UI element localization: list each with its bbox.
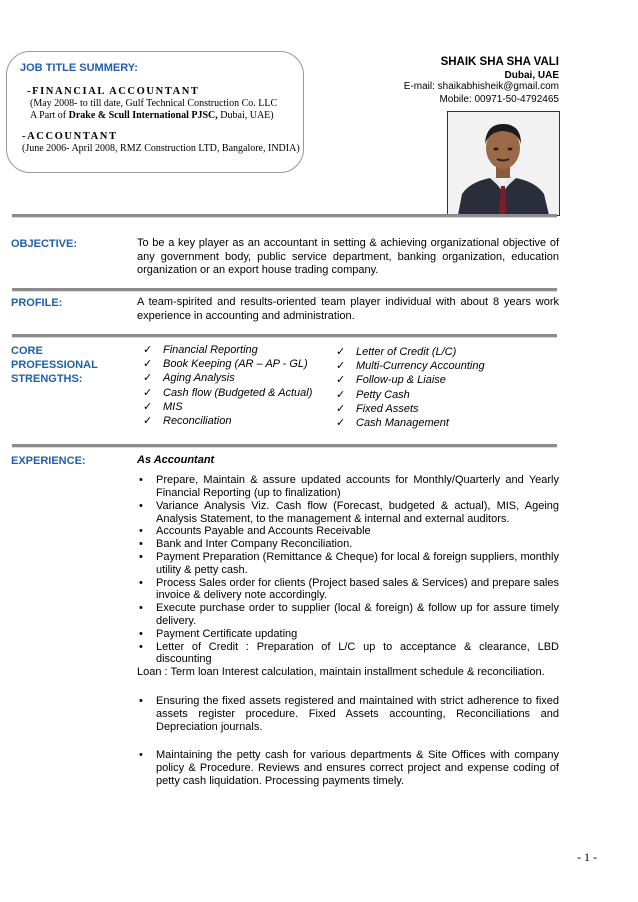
role1-title: -FINANCIAL ACCOUNTANT	[27, 86, 200, 97]
strength-item	[336, 345, 485, 359]
strengths-label-line: STRENGTHS:	[11, 373, 83, 385]
objective-divider	[12, 288, 557, 292]
duties-list	[137, 474, 559, 666]
objective-label: OBJECTIVE:	[11, 238, 78, 250]
duty-item: • Prepare, Maintain & assure updated accounts for Monthly/Quarterly and Yearly Financial Reporting (up to finalization)	[137, 474, 559, 500]
petty-cash-list	[137, 749, 559, 787]
strength-item	[143, 386, 312, 400]
duty-item: • Payment Certificate updating	[137, 628, 559, 641]
check-icon: ✓	[143, 386, 153, 399]
duty-item: • Accounts Payable and Accounts Receivable	[137, 525, 559, 538]
strength-item	[143, 357, 312, 371]
duty-item: • Maintaining the petty cash for various departments & Site Offices with company policy & Procedure. Reviews and ensures correct project and expense coding of petty cash liquidation. Processing payments timely.	[137, 749, 559, 787]
check-icon: ✓	[336, 374, 346, 387]
check-icon: ✓	[143, 358, 153, 371]
duty-item: • Process Sales order for clients (Project based sales & Services) and prepare sales invoice & delivery note accordingly.	[137, 577, 559, 603]
strength-label: Fixed Assets	[356, 402, 419, 415]
job-summary-heading: JOB TITLE SUMMERY:	[20, 62, 138, 74]
duty-item: • Payment Preparation (Remittance & Cheque) for local & foreign suppliers, monthly utility & petty cash.	[137, 551, 559, 577]
duty-item: • Variance Analysis Viz. Cash flow (Forecast, budgeted & actual), MIS, Ageing Analysis Statement, to the management & internal and external auditors.	[137, 500, 559, 526]
header-divider	[12, 214, 557, 218]
check-icon: ✓	[143, 372, 153, 385]
strengths-column-2	[336, 345, 485, 430]
strength-item	[336, 388, 485, 402]
strength-item	[143, 414, 312, 428]
strength-item	[336, 359, 485, 373]
candidate-name: SHAIK SHA SHA VALI	[440, 56, 559, 68]
check-icon: ✓	[336, 388, 346, 401]
role2-title: -ACCOUNTANT	[22, 131, 118, 142]
duty-item: • Execute purchase order to supplier (local & foreign) & follow up for assure timely delivery.	[137, 602, 559, 628]
strength-label: Book Keeping (AR – AP - GL)	[163, 358, 308, 371]
role1-line1: (May 2008- to till date, Gulf Technical Construction Co. LLC	[30, 98, 278, 109]
check-icon: ✓	[143, 415, 153, 428]
strength-label: Reconciliation	[163, 415, 232, 428]
role2-line1: (June 2006- April 2008, RMZ Construction LTD, Bangalore, INDIA)	[22, 143, 300, 154]
profile-label: PROFILE:	[11, 297, 63, 309]
role1-company: Drake & Scull International PJSC,	[68, 110, 218, 121]
strength-item	[336, 416, 485, 430]
strength-label: Follow-up & Liaise	[356, 374, 446, 387]
check-icon: ✓	[336, 346, 346, 358]
loan-line: Loan : Term loan Interest calculation, maintain installment schedule & reconciliation.	[137, 666, 545, 679]
objective-text: To be a key player as an accountant in setting & achieving organizational objective of any government body, public service department, banking organization, education organization or an export house trading company.	[137, 237, 559, 277]
candidate-location: Dubai, UAE	[504, 70, 559, 81]
check-icon: ✓	[336, 402, 346, 415]
profile-text: A team-spirited and results-oriented team player individual with about 8 years work experience in accounting and administration.	[137, 296, 559, 322]
strengths-label-line: CORE	[11, 345, 43, 357]
strength-item	[336, 373, 485, 387]
strength-item	[143, 371, 312, 385]
strengths-divider	[12, 444, 557, 448]
check-icon: ✓	[336, 417, 346, 430]
candidate-email: E-mail: shaikabhisheik@gmail.com	[403, 81, 559, 92]
duty-item: • Bank and Inter Company Reconciliation.	[137, 538, 559, 551]
role1-line2-suffix: Dubai, UAE)	[217, 110, 274, 121]
strengths-column-1	[143, 343, 312, 428]
duty-item: • Ensuring the fixed assets registered and maintained with strict adherence to fixed assets register procedure. Fixed Assets accounting, Reconciliations and Depreciation journals.	[137, 695, 559, 733]
strength-label: Cash Management	[356, 417, 449, 430]
strength-label: Letter of Credit (L/C)	[356, 346, 457, 358]
strength-item	[143, 400, 312, 414]
strengths-label	[11, 344, 98, 386]
experience-label: EXPERIENCE:	[11, 455, 86, 467]
strength-label: Multi-Currency Accounting	[356, 360, 485, 373]
candidate-mobile: Mobile: 00971-50-4792465	[439, 94, 559, 105]
experience-body	[137, 474, 559, 788]
strengths-label-line: PROFESSIONAL	[11, 359, 98, 371]
experience-role: As Accountant	[137, 454, 215, 466]
profile-photo	[447, 111, 560, 216]
strength-label: MIS	[163, 400, 183, 413]
page-number: - 1 -	[577, 850, 597, 864]
duty-item: • Letter of Credit : Preparation of L/C up to acceptance & clearance, LBD discounting	[137, 641, 559, 667]
role1-line2	[30, 110, 274, 121]
check-icon: ✓	[336, 360, 346, 373]
role1-line2-prefix: A Part of	[30, 110, 69, 121]
strength-item	[143, 343, 312, 357]
fixed-assets-list	[137, 695, 559, 733]
strength-label: Petty Cash	[356, 388, 410, 401]
strength-label: Financial Reporting	[163, 344, 258, 356]
check-icon: ✓	[143, 344, 153, 356]
strength-label: Aging Analysis	[163, 372, 235, 385]
strength-label: Cash flow (Budgeted & Actual)	[163, 386, 313, 399]
strength-item	[336, 402, 485, 416]
check-icon: ✓	[143, 400, 153, 413]
profile-divider	[12, 334, 557, 338]
